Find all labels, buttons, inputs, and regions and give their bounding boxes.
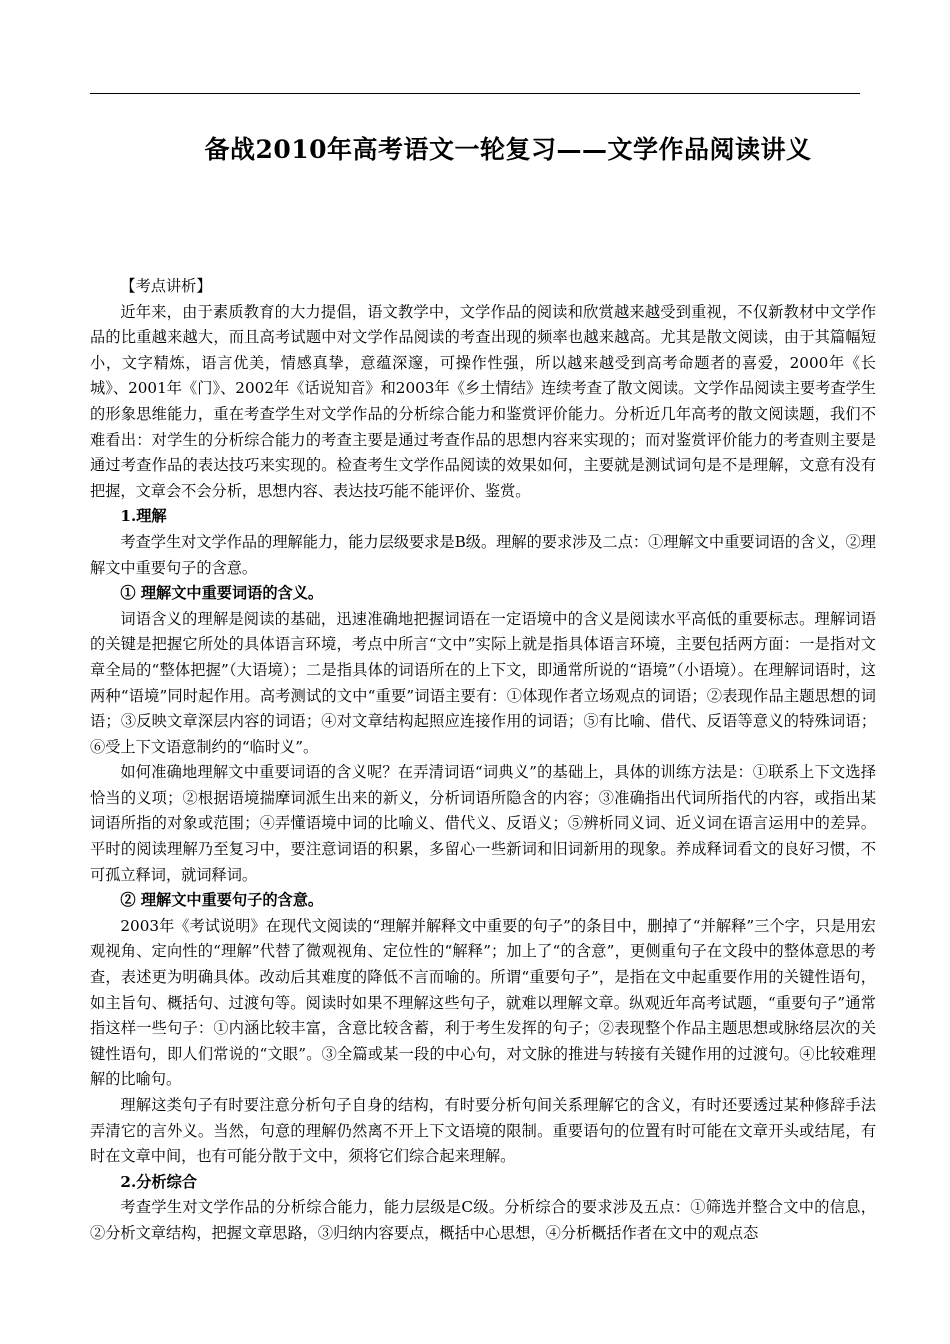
header-rule — [90, 93, 860, 94]
paragraph-word-methods: 如何准确地理解文中重要词语的含义呢？在弄清词语“词典义”的基础上，具体的训练方法是：①联系上下文选择恰当的义项；②根据语境揣摩词派生出来的新义，分析词语所隐含的内容；③准确指出代词所指代的内容，或指出某词语所指的对象或范围；④弄懂语境中词的比喻义、借代义、反语义；⑤辨析同义词、近义词在语言运用中的差异。平时的阅读理解乃至复习中，要注意词语的积累，多留心一些新词和旧词新用的现象。养成释词看文的良好习惯，不可孤立释词，就词释词。 — [90, 763, 876, 884]
document-body — [90, 274, 876, 1247]
heading-analysis: 2.分析综合 — [120, 1172, 197, 1191]
heading-understanding: 1.理解 — [120, 507, 167, 526]
paragraph-word-meaning: 词语含义的理解是阅读的基础，迅速准确地把握词语在一定语境中的含义是阅读水平高低的重要标志。理解词语的关键是把握它所处的具体语言环境，考点中所言“文中”实际上就是指具体语言环境，主要包括两方面：一是指对文章全局的“整体把握”（大语境）；二是指具体的词语所在的上下文，即通常所说的“语境”（小语境）。在理解词语时，这两种“语境”同时起作用。高考测试的文中“重要”词语主要有：①体现作者立场观点的词语；②表现作品主题思想的词语；③反映文章深层内容的词语；④对文章结构起照应连接作用的词语；⑤有比喻、借代、反语等意义的特殊词语；⑥受上下文语意制约的“临时义”。 — [90, 609, 876, 756]
paragraph-understanding: 考查学生对文学作品的理解能力，能力层级要求是B级。理解的要求涉及二点：①理解文中重要词语的含义，②理解文中重要句子的含意。 — [90, 532, 876, 577]
section-label: 【考点讲析】 — [120, 277, 212, 295]
paragraph-sentence-meaning: 2003年《考试说明》在现代文阅读的“理解并解释文中重要的句子”的条目中，删掉了“并解释”三个字，只是用宏观视角、定向性的“理解”代替了微观视角、定位性的“解释”；加上了“的含意”，更侧重句子在文段中的整体意思的考查，表述更为明确具体。改动后其难度的降低不言而喻的。所谓“重要句子”，是指在文中起重要作用的关键性语句，如主旨句、概括句、过渡句等。阅读时如果不理解这些句子，就难以理解文章。纵观近年高考试题，“重要句子”通常指这样一些句子：①内涵比较丰富，含意比较含蓄，利于考生发挥的句子；②表现整个作品主题思想或脉络层次的关键性语句，即人们常说的“文眼”。③全篇或某一段的中心句，对文脉的推进与转接有关键作用的过渡句。④比较难理解的比喻句。 — [90, 916, 876, 1089]
document-title: 备战2010年高考语文一轮复习——文学作品阅读讲义 — [204, 135, 812, 164]
paragraph-analysis: 考查学生对文学作品的分析综合能力，能力层级是C级。分析综合的要求涉及五点：①筛选并整合文中的信息，②分析文章结构，把握文章思路，③归纳内容要点，概括中心思想，④分析概括作者在文中的观点态 — [90, 1198, 876, 1242]
heading-sentence-meaning: ② 理解文中重要句子的含意。 — [120, 891, 324, 910]
intro-paragraph: 近年来，由于素质教育的大力提倡，语文教学中，文学作品的阅读和欣赏越来越受到重视，不仅新教材中文学作品的比重越来越大，而且高考试题中对文学作品阅读的考查出现的频率也越来越高。尤其是散文阅读，由于其篇幅短小，文字精炼，语言优美，情感真挚，意蕴深邃，可操作性强，所以越来越受到高考命题者的喜爱，2000年《长城》、2001年《门》、2002年《话说知音》和2003年《乡土情结》连续考查了散文阅读。文学作品阅读主要考查学生的形象思维能力，重在考查学生对文学作品的分析综合能力和鉴赏评价能力。分析近几年高考的散文阅读题，我们不难看出：对学生的分析综合能力的考查主要是通过考查作品的思想内容来实现的；而对鉴赏评价能力的考查则主要是通过考查作品的表达技巧来实现的。检查考生文学作品阅读的效果如何，主要就是测试词句是不是理解，文意有没有把握，文章会不会分析，思想内容、表达技巧能不能评价、鉴赏。 — [90, 302, 876, 500]
heading-word-meaning: ① 理解文中重要词语的含义。 — [120, 584, 324, 603]
paragraph-sentence-methods: 理解这类句子有时要注意分析句子自身的结构，有时要分析句间关系理解它的含义，有时还要透过某种修辞手法弄清它的言外义。当然，句意的理解仍然离不开上下文语境的限制。重要语句的位置有时可能在文章开头或结尾，有时在文章中间，也有可能分散于文中，须将它们综合起来理解。 — [90, 1096, 876, 1166]
